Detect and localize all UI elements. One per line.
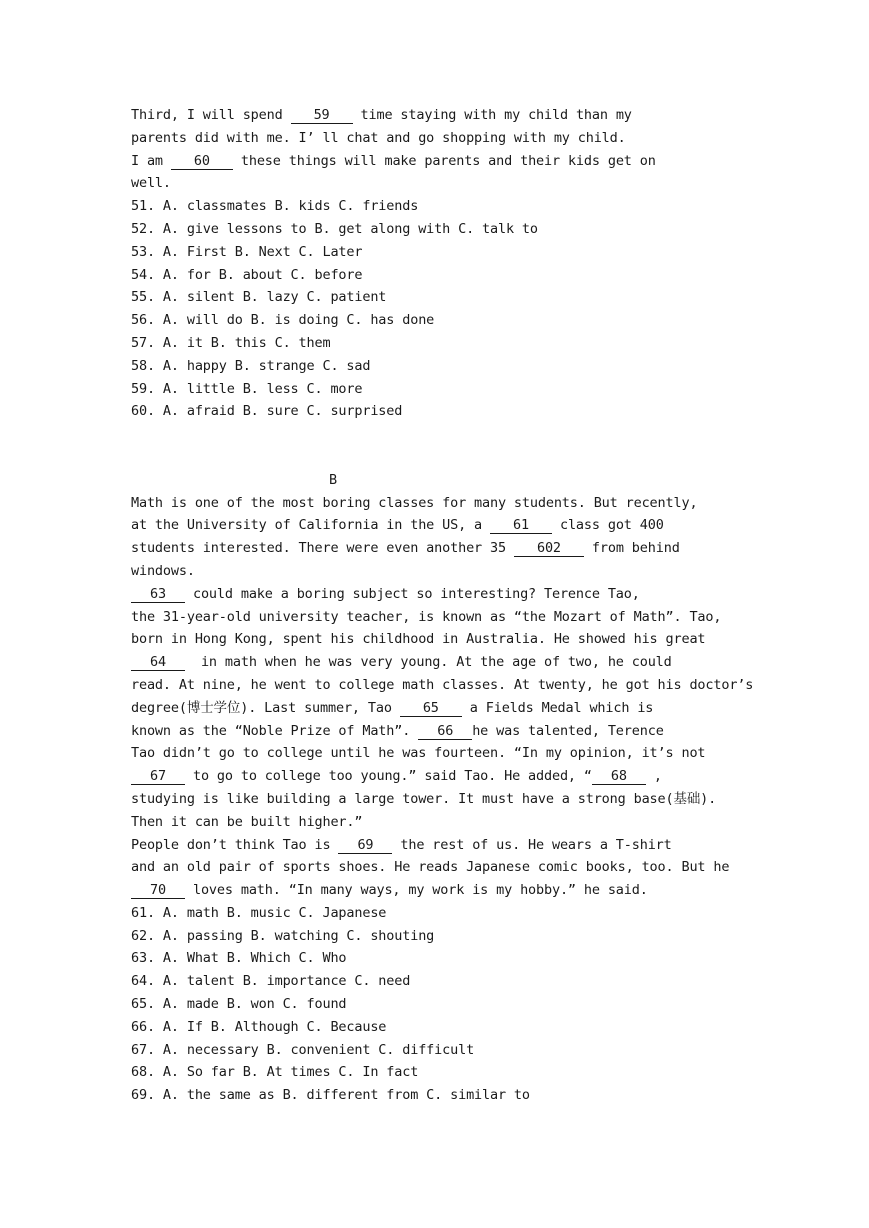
passage-text: the rest of us. He wears a T-shirt: [392, 836, 672, 853]
passage-text: and an old pair of sports shoes. He reads Japanese comic books, too. But he: [131, 859, 730, 876]
passage-text: degree(博士学位). Last summer, Tao: [131, 699, 400, 716]
passage-line: [131, 606, 771, 629]
answer-blank: 602: [514, 540, 584, 557]
passage-line: [131, 742, 771, 765]
answer-blank: 66: [418, 723, 472, 740]
passage-line: [131, 697, 771, 720]
answer-blank: 64: [131, 654, 185, 671]
passage-text: he was talented, Terence: [472, 722, 664, 739]
question-options: 66. A. If B. Although C. Because: [131, 1018, 387, 1035]
answer-blank: 59: [291, 107, 353, 124]
passage-text: time staying with my child than my: [352, 107, 632, 123]
passage-line: [131, 674, 771, 697]
passage-text: Then it can be built higher.”: [131, 813, 363, 830]
passage-text: Tao didn’t go to college until he was fourteen. “In my opinion, it’s not: [131, 745, 706, 762]
answer-blank: 61: [490, 517, 552, 534]
passage-line: [131, 560, 771, 583]
question-options: 53. A. First B. Next C. Later: [131, 243, 363, 260]
passage-text: in math when he was very young. At the age of two, he could: [185, 654, 672, 671]
passage-text: from behind: [583, 540, 680, 557]
passage-text: Math is one of the most boring classes for many students. But recently,: [131, 494, 698, 511]
question-options: 69. A. the same as B. different from C. similar to: [131, 1087, 530, 1104]
question-options: 57. A. it B. this C. them: [131, 334, 331, 351]
passage-text: born in Hong Kong, spent his childhood in Australia. He showed his great: [131, 631, 706, 648]
passage-text: read. At nine, he went to college math classes. At twenty, he got his doctor’s: [131, 676, 754, 693]
question-options: 55. A. silent B. lazy C. patient: [131, 289, 387, 306]
question-options: 54. A. for B. about C. before: [131, 266, 363, 283]
answer-blank: 63: [131, 586, 185, 603]
passage-line: [131, 583, 771, 606]
passage-text: to go to college too young.” said Tao. He added, “: [185, 768, 592, 785]
question-options: 51. A. classmates B. kids C. friends: [131, 198, 419, 215]
passage-line: [131, 537, 771, 560]
passage-text: windows.: [131, 562, 195, 579]
passage-line: [131, 651, 771, 674]
passage-text: class got 400: [552, 517, 664, 534]
answer-blank: 65: [400, 700, 462, 717]
passage-text: I am: [131, 152, 171, 169]
question-options: 62. A. passing B. watching C. shouting: [131, 927, 435, 944]
passage-text: studying is like building a large tower. It must have a strong base(基础).: [131, 790, 717, 807]
document-page: [131, 104, 771, 1107]
passage-line: [131, 127, 771, 150]
passage-text: known as the “Noble Prize of Math”.: [131, 722, 419, 739]
question-options: 64. A. talent B. importance C. need: [131, 973, 411, 990]
passage-line: [131, 879, 771, 902]
passage-a: [131, 104, 771, 195]
options-b: [131, 902, 771, 1107]
question-options: 59. A. little B. less C. more: [131, 380, 363, 397]
passage-line: [131, 514, 771, 537]
passage-text: People don’t think Tao is: [131, 836, 339, 853]
passage-text: students interested. There were even another 35: [131, 540, 514, 557]
question-options: 61. A. math B. music C. Japanese: [131, 904, 387, 921]
passage-text: ,: [645, 768, 662, 785]
passage-line: [131, 811, 771, 834]
passage-text: Third, I will spend: [131, 107, 291, 123]
passage-text: at the University of California in the US, a: [131, 517, 490, 534]
answer-blank: 68: [592, 768, 646, 785]
section-heading: B: [329, 471, 337, 488]
answer-blank: 67: [131, 768, 185, 785]
passage-line: [131, 172, 771, 195]
passage-b: [131, 492, 771, 902]
answer-blank: 70: [131, 882, 185, 899]
passage-line: [131, 856, 771, 879]
section-gap: [131, 423, 771, 469]
passage-text: loves math. “In many ways, my work is my hobby.” he said.: [185, 882, 648, 899]
question-options: 52. A. give lessons to B. get along with C. talk to: [131, 220, 538, 237]
question-options: 56. A. will do B. is doing C. has done: [131, 312, 435, 329]
passage-line: [131, 788, 771, 811]
answer-blank: 60: [171, 153, 233, 170]
passage-line: [131, 150, 771, 173]
question-options: 67. A. necessary B. convenient C. difficult: [131, 1041, 475, 1058]
question-options: 68. A. So far B. At times C. In fact: [131, 1064, 419, 1081]
question-options: 58. A. happy B. strange C. sad: [131, 357, 371, 374]
passage-line: [131, 720, 771, 743]
passage-text: a Fields Medal which is: [461, 699, 654, 716]
passage-line: [131, 834, 771, 857]
question-options: 63. A. What B. Which C. Who: [131, 950, 347, 967]
passage-text: well.: [131, 175, 171, 192]
passage-text: these things will make parents and their kids get on: [232, 152, 656, 169]
passage-line: [131, 104, 771, 127]
question-options: 65. A. made B. won C. found: [131, 996, 347, 1013]
options-a: [131, 195, 771, 423]
passage-text: the 31-year-old university teacher, is known as “the Mozart of Math”. Tao,: [131, 608, 722, 625]
passage-text: could make a boring subject so interesting? Terence Tao,: [185, 585, 640, 602]
passage-line: [131, 492, 771, 515]
passage-text: parents did with me. I’ ll chat and go shopping with my child.: [131, 129, 626, 146]
question-options: 60. A. afraid B. sure C. surprised: [131, 403, 403, 420]
answer-blank: 69: [338, 837, 392, 854]
passage-line: [131, 628, 771, 651]
passage-line: [131, 765, 771, 788]
